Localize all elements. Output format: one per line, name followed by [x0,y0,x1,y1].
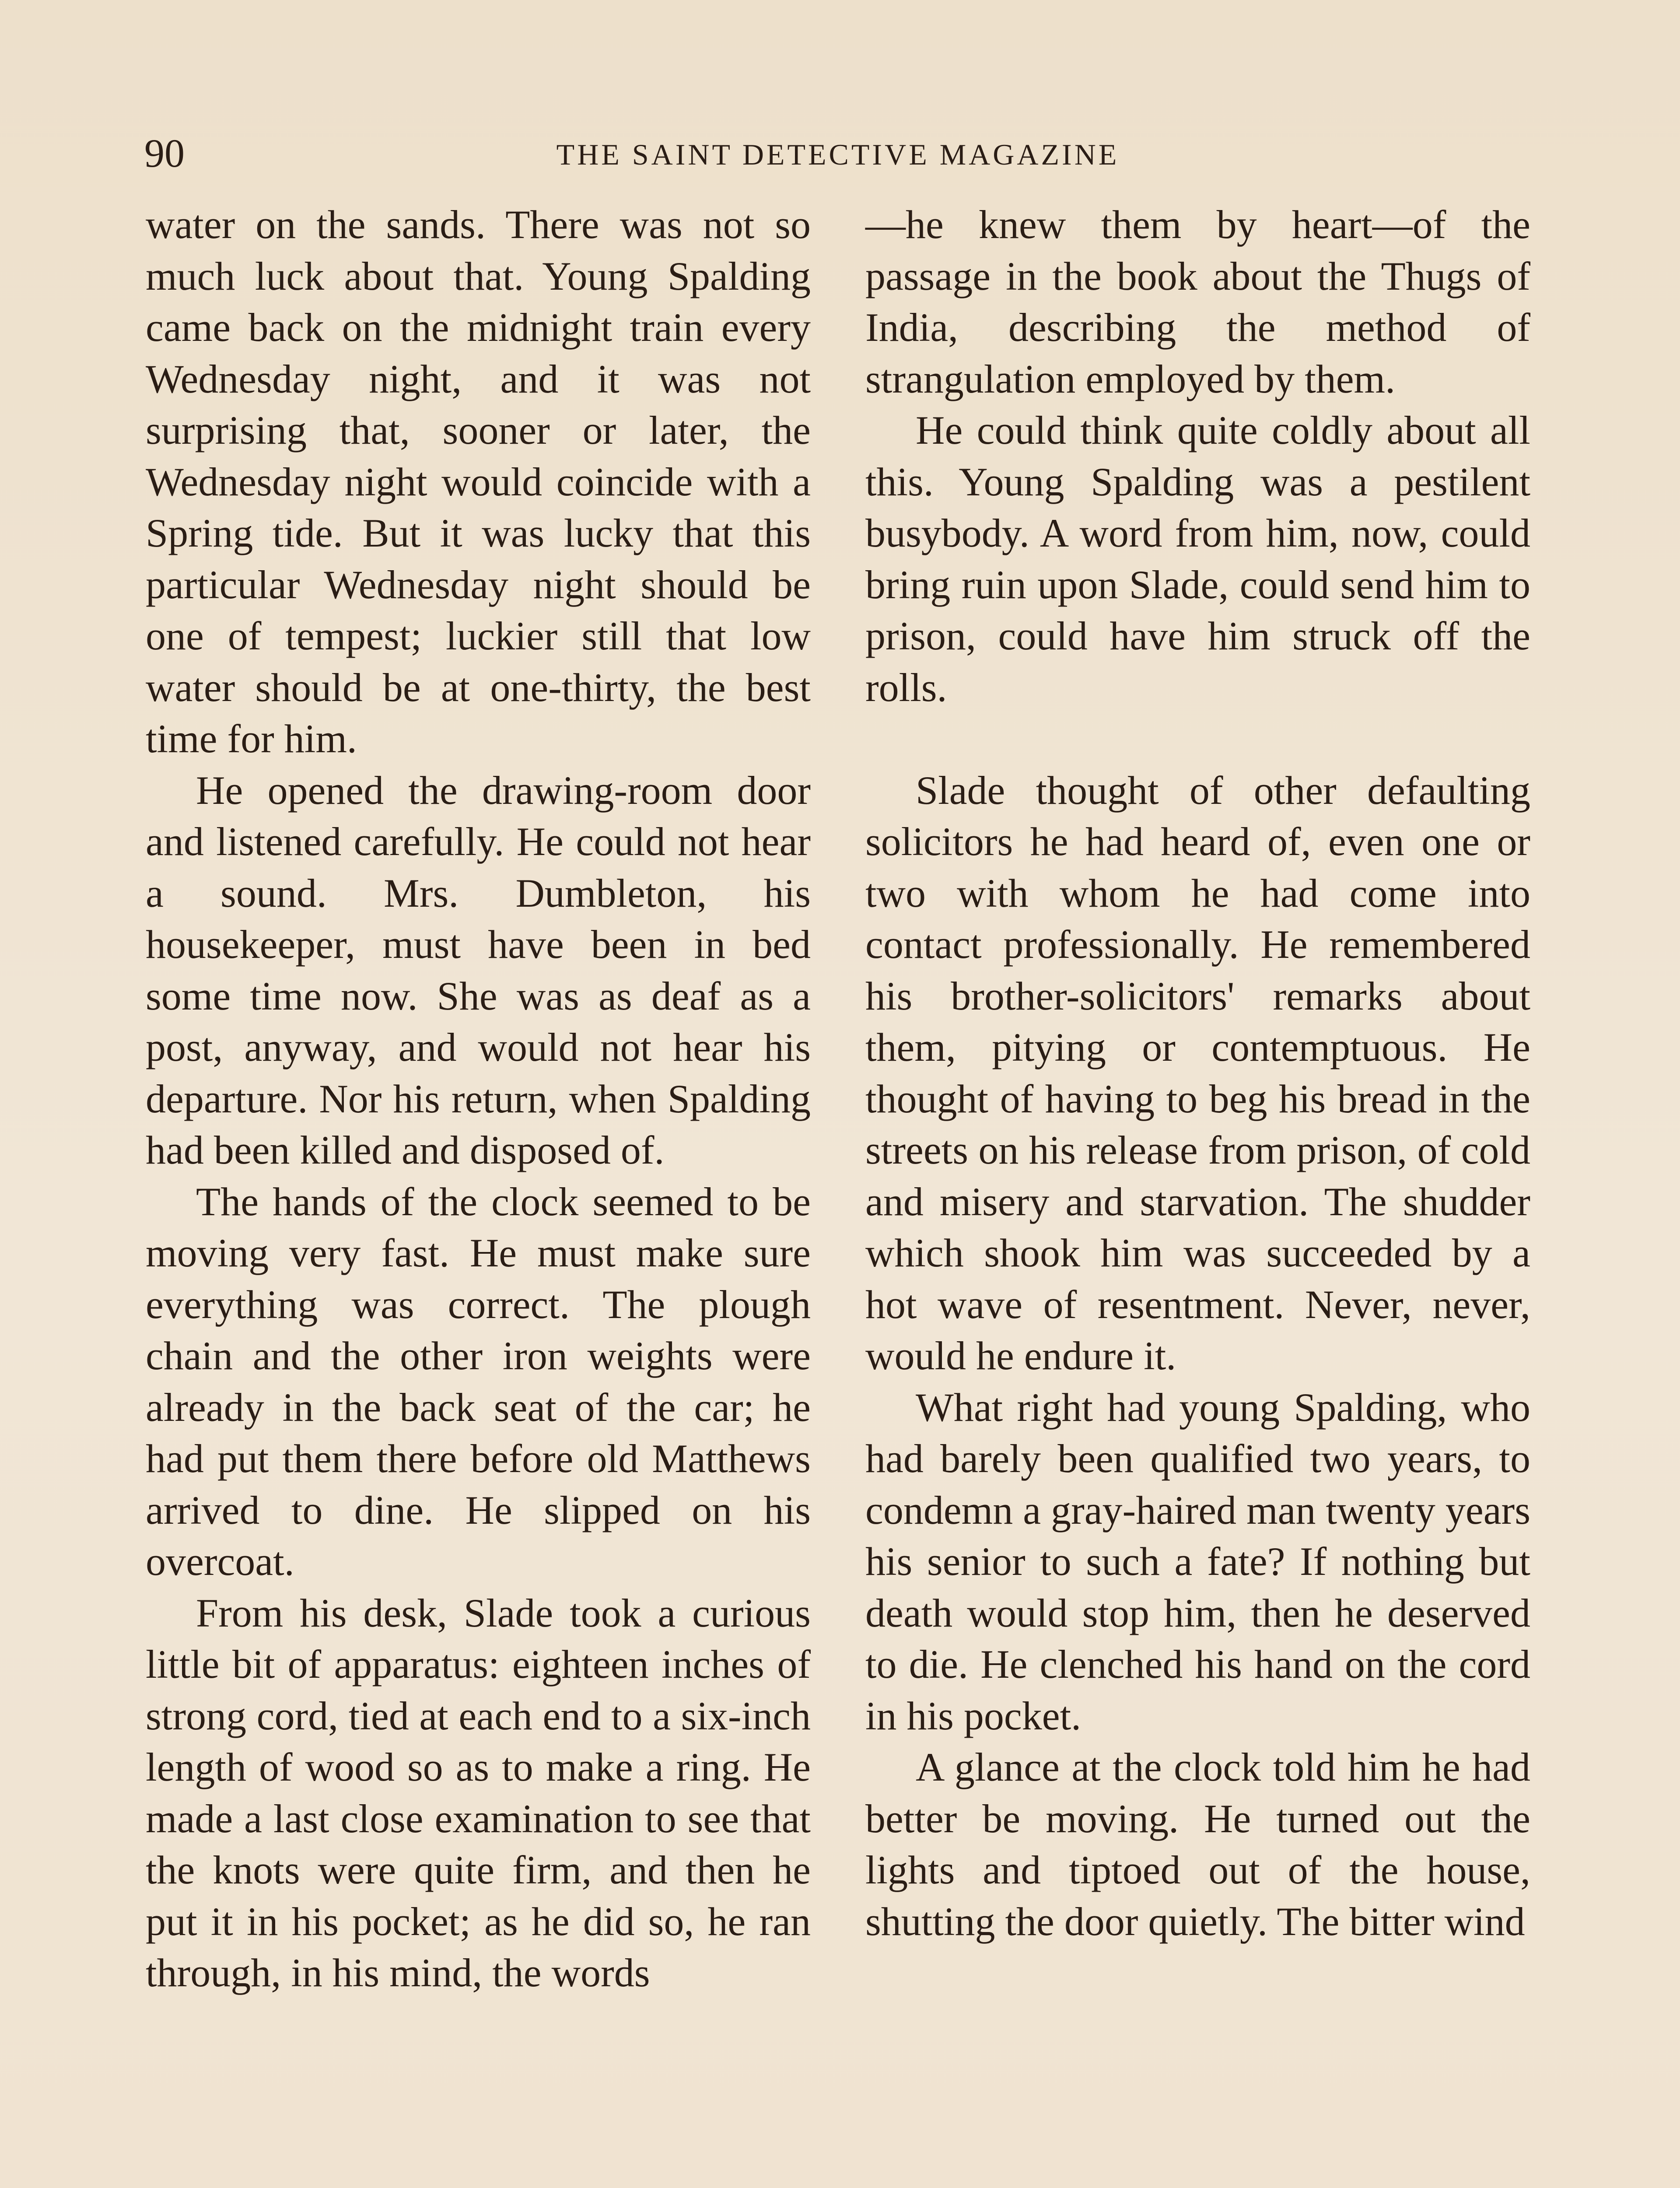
left-column [146,199,811,1999]
paragraph: What right had young Spalding, who had barely been qualified two years, to condemn a gray-haired man twenty years his senior to such a fate? If nothing but death would stop him, then he deserved to die. He clenched his hand on the cord in his pocket. [865,1385,1530,1738]
running-head: THE SAINT DETECTIVE MAGAZINE [556,138,1120,171]
page-header [144,131,1531,175]
paragraph: water on the sands. There was not so much luck about that. Young Spalding came back on the midnight train every Wednesday night, and it was not surprising that, sooner or later, the Wednesday night would coincide with a Spring tide. But it was lucky that this particular Wednesday night should be one of tempest; luckier still that low water should be at one-thirty, the best time for him. [146,202,811,761]
page-number: 90 [144,131,185,175]
paragraph: He could think quite coldly about all this. Young Spalding was a pestilent busybody. A word from him, now, could bring ruin upon Slade, could send him to prison, could have him struck off the rolls. [865,408,1530,710]
paragraph: —he knew them by heart—of the passage in the book about the Thugs of India, describing the method of strangulation employed by them. [865,202,1530,401]
right-column [865,199,1530,1947]
paragraph: Slade thought of other defaulting solicitors he had heard of, even one or two with whom he had come into contact professionally. He remembered his brother-solicitors' remarks about them, pitying or contemptuous. He thought of having to beg his bread in the streets on his release from prison, of cold and misery and starvation. The shudder which shook him was succeeded by a hot wave of resentment. Never, never, would he endure it. [865,768,1530,1378]
paragraph: A glance at the clock told him he had better be moving. He turned out the lights and tiptoed out of the house, shutting the door quietly. The bitter wind [865,1745,1530,1944]
paragraph: He opened the drawing-room door and listened carefully. He could not hear a sound. Mrs. Dumbleton, his housekeeper, must have been in bed some time now. She was as deaf as a post, anyway, and would not hear his departure. Nor his return, when Spalding had been killed and disposed of. [146,768,811,1172]
paragraph: From his desk, Slade took a curious little bit of apparatus: eighteen inches of strong cord, tied at each end to a six-inch length of wood so as to make a ring. He made a last close examination to see that the knots were quite firm, and then he put it in his pocket; as he did so, he ran through, in his mind, the words [146,1590,811,1995]
paragraph: The hands of the clock seemed to be moving very fast. He must make sure everything was correct. The plough chain and the other iron weights were already in the back seat of the car; he had put them there before old Matthews arrived to dine. He slipped on his overcoat. [146,1179,811,1584]
